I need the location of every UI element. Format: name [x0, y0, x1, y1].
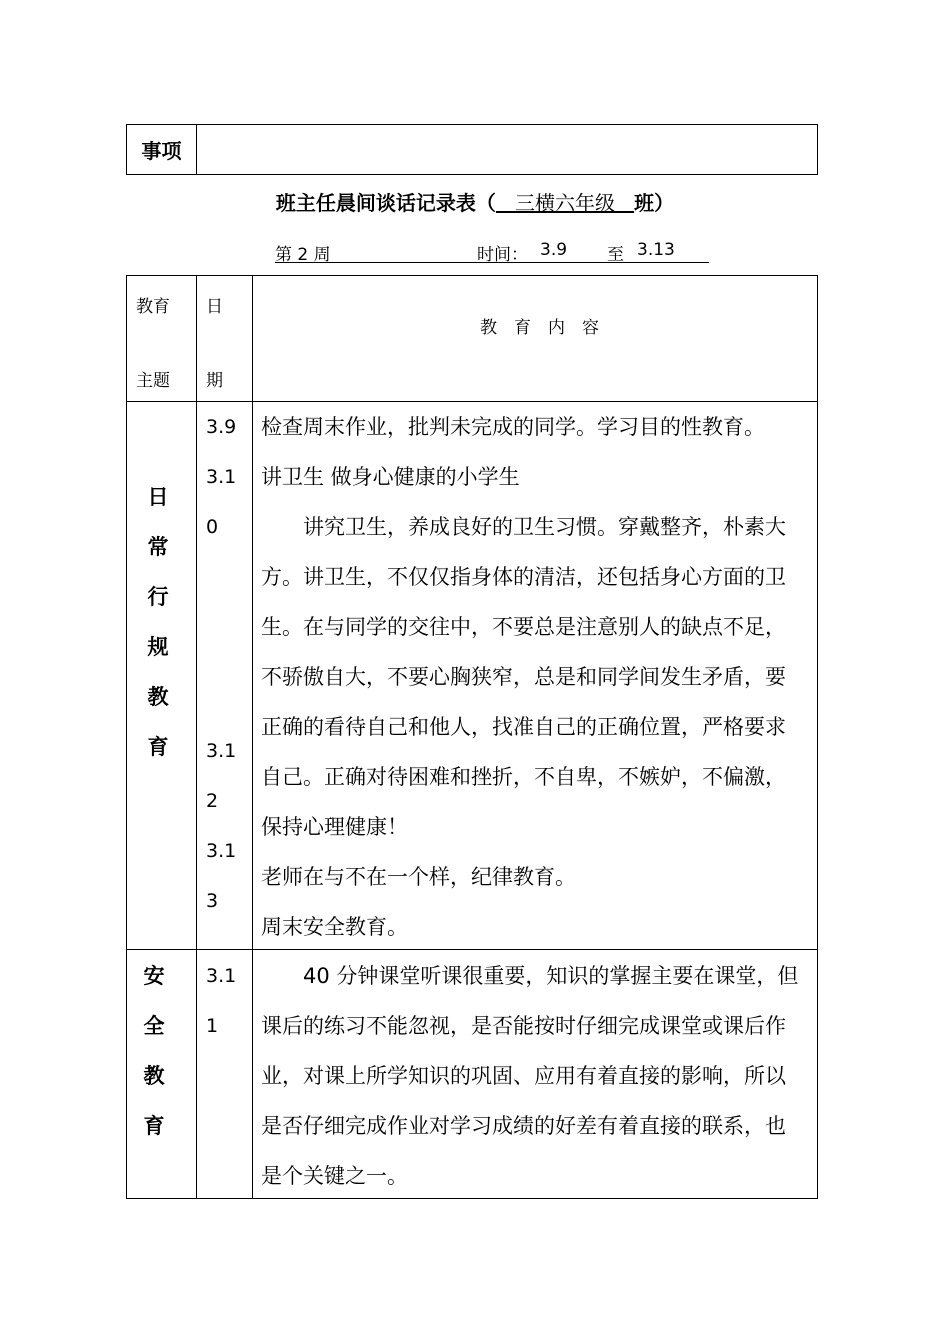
header-date-top: 日 [206, 297, 223, 317]
row2-theme-char: 育 [143, 1114, 165, 1138]
week-label: 第 2 周 [275, 245, 331, 265]
content-paragraph: 周末安全教育。 [261, 915, 408, 939]
row1-theme-char: 育 [147, 735, 169, 759]
date-line: 3.1 [206, 466, 237, 488]
content-paragraph: 检查周末作业，批判未完成的同学。学习目的性教育。 [261, 415, 765, 439]
header-theme-top: 教育 [136, 297, 170, 317]
title-grade: 三横六年级 [495, 191, 635, 215]
content-paragraph: 40 分钟课堂听课很重要，知识的掌握主要在课堂，但课后的练习不能忽视，是否能按时仔细完成课堂或课后作业，对课上所学知识的巩固、应用有着直接的影响，所以是否仔细完成作业对学习成绩的好差有着直接的联系，也是个关键之一。 [261, 964, 799, 1188]
row2-dates [206, 951, 254, 1051]
date-line: 3.1 [206, 840, 237, 862]
week-time-line [275, 240, 709, 263]
col-divider-1 [196, 276, 197, 1198]
row2-theme [129, 951, 179, 1151]
row1-theme-char: 行 [147, 585, 169, 609]
title-main: 班主任晨间谈话记录表 [275, 191, 476, 215]
date-line: 3.1 [206, 965, 237, 987]
header-theme-bottom: 主题 [136, 371, 170, 391]
matter-table [126, 124, 818, 175]
row1-theme-char: 常 [147, 535, 169, 559]
row1-theme-char: 日 [147, 485, 169, 509]
date-line: 3.1 [206, 740, 237, 762]
row1-dates-top [206, 402, 254, 552]
row2-theme-char: 全 [143, 1014, 165, 1038]
row2-content [261, 951, 801, 1201]
content-paragraph: 讲卫生 做身心健康的小学生 [261, 465, 520, 489]
page-title [0, 187, 950, 216]
matter-label: 事项 [127, 125, 197, 174]
date-line: 0 [206, 516, 219, 538]
title-class-suffix: 班） [634, 191, 675, 215]
row1-content [261, 402, 801, 952]
record-table [126, 275, 818, 1199]
time-from: 3.9 [540, 240, 568, 260]
title-open-paren: （ [475, 191, 496, 215]
row2-theme-char: 教 [143, 1064, 165, 1088]
row1-theme [133, 472, 183, 772]
date-line: 3.9 [206, 416, 237, 438]
date-line: 3 [206, 890, 219, 912]
content-paragraph: 老师在与不在一个样，纪律教育。 [261, 865, 576, 889]
row1-dates-bottom [206, 726, 254, 926]
time-to: 3.13 [637, 240, 675, 260]
row1-theme-char: 教 [147, 685, 169, 709]
header-content: 教 育 内 容 [480, 318, 599, 338]
row2-theme-char: 安 [143, 964, 165, 988]
row1-theme-char: 规 [147, 635, 169, 659]
date-line: 2 [206, 790, 219, 812]
time-label: 时间： [477, 245, 528, 265]
time-to-word: 至 [607, 245, 624, 265]
header-date-bottom: 期 [206, 371, 223, 391]
date-line: 1 [206, 1015, 219, 1037]
content-paragraph: 讲究卫生，养成良好的卫生习惯。穿戴整齐，朴素大方。讲卫生，不仅仅指身体的清洁，还包括身心方面的卫生。在与同学的交往中，不要总是注意别人的缺点不足，不骄傲自大，不要心胸狭窄，总是和同学间发生矛盾，要正确的看待自己和他人，找准自己的正确位置，严格要求自己。正确对待困难和挫折，不自卑，不嫉妒，不偏激，保持心理健康！ [261, 515, 786, 839]
